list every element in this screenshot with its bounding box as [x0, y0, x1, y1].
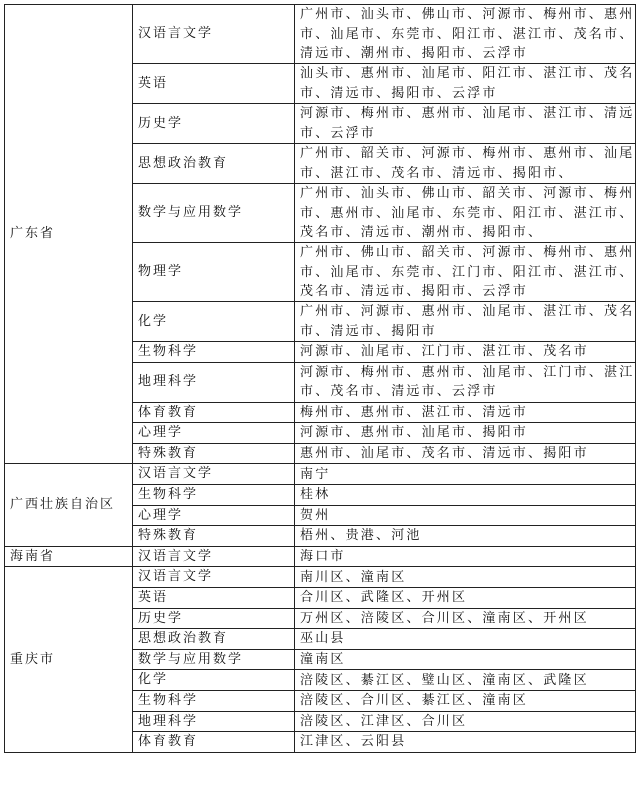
subject-cell: 汉语言文学 [133, 464, 295, 485]
cities-text: 南川区、潼南区 [300, 569, 407, 585]
subject-cell: 体育教育 [133, 732, 295, 753]
cities-cell [295, 670, 636, 691]
subject-cell: 化学 [133, 670, 295, 691]
cities-text: 万州区、涪陵区、合川区、潼南区、开州区 [300, 610, 589, 626]
subject-cell: 化学 [133, 302, 295, 342]
subject-cell: 地理科学 [133, 362, 295, 402]
cities-text: 广州市、佛山市、韶关市、河源市、梅州市、惠州市、汕尾市、东莞市、江门市、阳江市、湛江市、茂名市、清远市、揭阳市、云浮市 [300, 245, 635, 300]
cities-cell [295, 184, 636, 243]
subject-cell: 汉语言文学 [133, 567, 295, 588]
province-cell: 重庆市 [5, 567, 133, 752]
subject-cell: 历史学 [133, 608, 295, 629]
table-body [5, 5, 636, 753]
cities-cell [295, 608, 636, 629]
cities-cell [295, 464, 636, 485]
cities-cell [295, 587, 636, 608]
cities-text: 汕头市、惠州市、汕尾市、阳江市、湛江市、茂名市、清远市、揭阳市、云浮市 [300, 66, 635, 101]
placement-table [4, 4, 636, 753]
cities-text: 河源市、汕尾市、江门市、湛江市、茂名市 [300, 344, 589, 360]
province-cell: 广西壮族自治区 [5, 464, 133, 546]
cities-cell [295, 567, 636, 588]
cities-cell [295, 104, 636, 144]
cities-text: 广州市、韶关市、河源市、梅州市、惠州市、汕尾市、湛江市、茂名市、清远市、揭阳市、 [300, 146, 635, 181]
cities-text: 梧州、贵港、河池 [300, 528, 422, 544]
subject-cell: 生物科学 [133, 484, 295, 505]
cities-cell [295, 629, 636, 650]
table-row [5, 464, 636, 485]
subject-cell: 生物科学 [133, 690, 295, 711]
subject-cell: 数学与应用数学 [133, 184, 295, 243]
cities-text: 广州市、汕头市、佛山市、河源市、梅州市、惠州市、汕尾市、东莞市、阳江市、湛江市、茂名市、清远市、潮州市、揭阳市、云浮市 [300, 7, 635, 62]
cities-cell [295, 5, 636, 64]
cities-cell [295, 302, 636, 342]
cities-text: 惠州市、汕尾市、茂名市、清远市、揭阳市 [300, 446, 589, 462]
cities-text: 梅州市、惠州市、湛江市、清远市 [300, 404, 529, 420]
subject-cell: 物理学 [133, 243, 295, 302]
province-cell: 广东省 [5, 5, 133, 464]
cities-text: 广州市、河源市、惠州市、汕尾市、湛江市、茂名市、清远市、揭阳市 [300, 304, 635, 339]
cities-cell [295, 144, 636, 184]
table-row [5, 546, 636, 567]
subject-cell: 体育教育 [133, 402, 295, 423]
cities-cell [295, 526, 636, 547]
cities-text: 河源市、惠州市、汕尾市、揭阳市 [300, 425, 529, 441]
cities-text: 贺州 [300, 507, 331, 523]
cities-text: 广州市、汕头市、佛山市、韶关市、河源市、梅州市、惠州市、汕尾市、东莞市、阳江市、湛江市、茂名市、清远市、潮州市、揭阳市、 [300, 186, 635, 241]
cities-cell [295, 732, 636, 753]
cities-cell [295, 505, 636, 526]
subject-cell: 特殊教育 [133, 443, 295, 464]
subject-cell: 心理学 [133, 423, 295, 444]
table-row [5, 5, 636, 64]
cities-text: 潼南区 [300, 652, 346, 668]
subject-cell: 英语 [133, 64, 295, 104]
cities-text: 桂林 [300, 487, 331, 503]
subject-cell: 生物科学 [133, 342, 295, 363]
cities-text: 巫山县 [300, 631, 346, 647]
subject-cell: 数学与应用数学 [133, 649, 295, 670]
cities-cell [295, 711, 636, 732]
cities-text: 合川区、武隆区、开州区 [300, 590, 468, 606]
cities-text: 南宁 [300, 466, 331, 482]
cities-text: 涪陵区、綦江区、璧山区、潼南区、武隆区 [300, 672, 589, 688]
subject-cell: 汉语言文学 [133, 5, 295, 64]
cities-cell [295, 443, 636, 464]
cities-text: 江津区、云阳县 [300, 734, 407, 750]
cities-cell [295, 649, 636, 670]
subject-cell: 特殊教育 [133, 526, 295, 547]
subject-cell: 英语 [133, 587, 295, 608]
cities-cell [295, 243, 636, 302]
cities-text: 河源市、梅州市、惠州市、汕尾市、湛江市、清远市、云浮市 [300, 106, 635, 141]
cities-text: 海口市 [300, 549, 346, 565]
cities-cell [295, 362, 636, 402]
subject-cell: 思想政治教育 [133, 144, 295, 184]
cities-text: 河源市、梅州市、惠州市、汕尾市、江门市、湛江市、茂名市、清远市、云浮市 [300, 364, 635, 400]
subject-cell: 历史学 [133, 104, 295, 144]
cities-cell [295, 423, 636, 444]
cities-cell [295, 484, 636, 505]
cities-cell [295, 342, 636, 363]
table-row [5, 567, 636, 588]
cities-cell [295, 64, 636, 104]
cities-cell [295, 546, 636, 567]
subject-cell: 汉语言文学 [133, 546, 295, 567]
cities-cell [295, 690, 636, 711]
cities-cell [295, 402, 636, 423]
subject-cell: 思想政治教育 [133, 629, 295, 650]
subject-cell: 地理科学 [133, 711, 295, 732]
cities-text: 涪陵区、江津区、合川区 [300, 713, 468, 729]
province-cell: 海南省 [5, 546, 133, 567]
cities-text: 涪陵区、合川区、綦江区、潼南区 [300, 693, 529, 709]
subject-cell: 心理学 [133, 505, 295, 526]
